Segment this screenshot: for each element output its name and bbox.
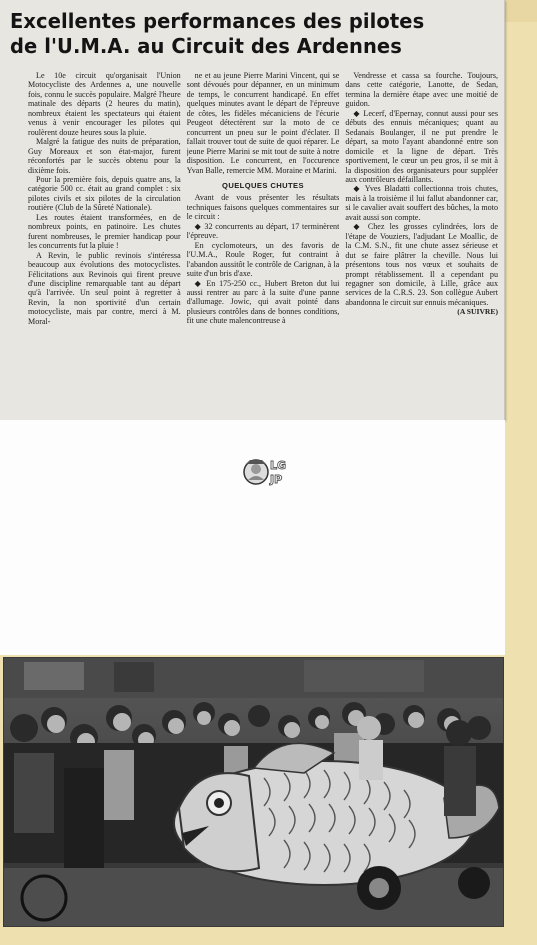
section-subhead: QUELQUES CHUTES [222, 180, 304, 190]
paragraph: ◆ Chez les grosses cylindrées, lors de l'étape de Vouziers, l'adjudant Le Moallic, de la C.M. S.N., fit une chute assez sérieuse et dut se faire plâtrer la cheville. Nous lui présentons tous nos vœux et souhaits de prompt rétablissement. Il a cependant pu regagner son domicile, à Lille, grâce aux services de la C.R.S. 23. Son collègue Aubert abandonna le circuit sur ennuis mécaniques. [345, 222, 499, 307]
paragraph: ◆ 32 concurrents au départ, 17 terminèrent l'épreuve. [186, 221, 340, 241]
article-column-1 [28, 71, 181, 414]
tape-strip [503, 0, 537, 22]
to-follow-label: (A SUIVRE) [457, 307, 499, 317]
watermark-logo [242, 452, 294, 492]
paragraph: Avant de vous présenter les résultats techniques faisons quelques commentaires sur le circuit : [186, 193, 340, 222]
newspaper-clipping [0, 0, 505, 420]
paragraph: Les routes étaient transformées, en de nombreux points, en patinoire. Les chutes furent nombreuses, le premier handicap pour les concurrents fut la pluie ! [28, 212, 181, 251]
paragraph: ne et au jeune Pierre Marini Vincent, qui se sont dévoués pour dépanner, en un minimum de temps, le concurrent handicapé. En effet quelques minutes avant le départ de l'épreuve de côtes, les fidèles mécaniciens de l'écurie Peugeot détectèrent sur la moto de ce concurrent un pneu sur le point d'éclater. Il fallait trouver tout de suite de quoi réparer. Le jeune Pierre Marini se mit tout de suite à notre disposition. Le concurrent, en l'occurence Yvan Balle, remercie MM. Moraine et Marini. [186, 71, 340, 175]
headline-line-1: Excellentes performances des pilotes [10, 9, 425, 33]
paragraph: Pour la première fois, depuis quatre ans, la catégorie 500 cc. était au grand complet : six pilotes civils et six pilotes de la circulation routière (Club de la Sûreté Nationale). [28, 174, 181, 213]
article-headline [10, 9, 476, 59]
paragraph: ◆ Lecerf, d'Epernay, connut aussi pour ses débuts des ennuis mécaniques; quant au Sedanais Boulanger, il ne put prendre le départ, sa moto l'ayant abandonné entre son domicile et la ligne de départ. Très sportivement, le cœur un peu gros, il se mit à la disposition des organisateurs pour suppléer aux contrôleurs défaillants. [345, 108, 499, 184]
paragraph: En cyclomoteurs, un des favoris de l'U.M.A., Roule Roger, fut contraint à l'abandon aussitôt le contrôle de Carignan, à la suite d'un bris d'axe. [186, 240, 340, 279]
paragraph: Malgré la fatigue des nuits de préparation, Guy Moreaux et son état-major, furent réconfortés par le succès obtenu pour la dixième fois. [28, 137, 181, 175]
headline-line-2: de l'U.M.A. au Circuit des Ardennes [10, 34, 402, 58]
paragraph: A Revin, le public revinois s'intéressa beaucoup aux évolutions des motocyclistes. Félicitations aux Revinois qui firent preuve d'une discipline remarquable tant au départ qu'à l'arrivée. Un seul point à regretter à Revin, la non sportivité d'un certain motocycliste, mais par contre, merci à M. Moral- [28, 250, 181, 326]
parade-photo [3, 657, 504, 927]
paragraph: Vendresse et cassa sa fourche. Toujours, dans cette catégorie, Lanotte, de Sedan, termina la dernière étape avec une moitié de guidon. [345, 71, 499, 109]
article-column-2 [187, 71, 340, 414]
article-columns [28, 71, 498, 414]
paragraph: ◆ Yves Bladatti collectionna trois chutes, mais à la troisième il lui fallut abandonner car, si le cavalier avait souffert des bûches, la moto avait aussi son compte. [345, 184, 499, 222]
logo-icon [242, 452, 294, 492]
logo-text-bottom: JP [270, 473, 283, 486]
paragraph: ◆ En 175-250 cc., Hubert Breton dut lui aussi rentrer au parc à la suite d'une panne d'allumage. Jowic, qui avait pointé dans plusieurs contrôles dans de bonnes conditions, fit une chute malencontreuse à [186, 278, 340, 326]
paragraph: Le 10e circuit qu'organisait l'Union Motocycliste des Ardennes a, une nouvelle fois, connu le succès populaire. Malgré l'heure matinale des départs (2 heures du matin), nombreux étaient les spectateurs qui étaient venus à venir encourager les pilotes qui roulèrent douze heures sous la pluie. [28, 71, 181, 137]
article-column-3 [345, 71, 498, 414]
logo-text-top: LG [270, 459, 287, 472]
